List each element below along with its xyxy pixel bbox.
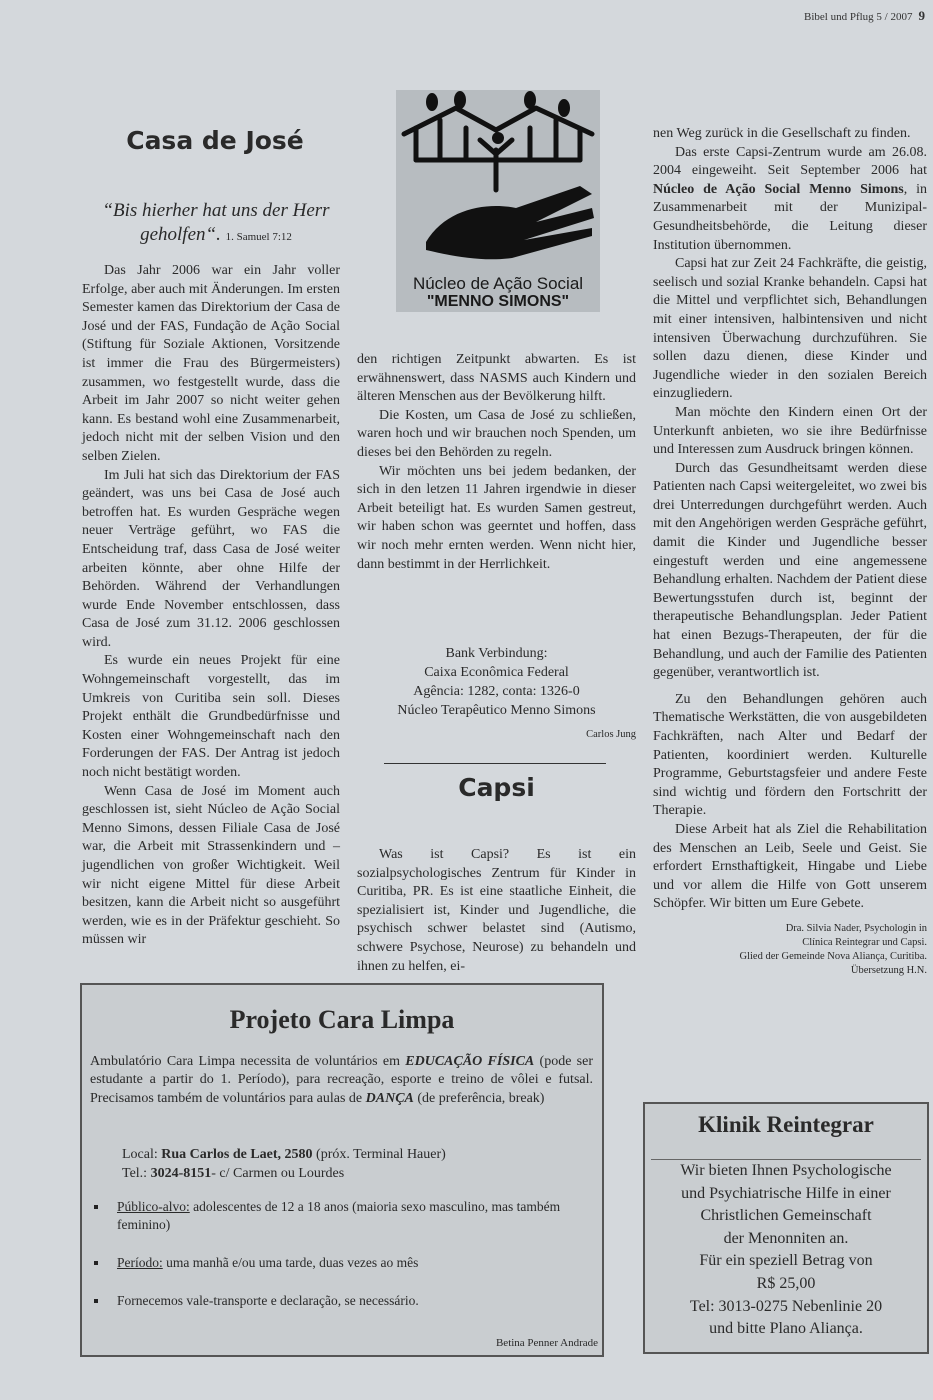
capsi-column-2 xyxy=(357,846,636,976)
bank-line: Caixa Econômica Federal xyxy=(424,665,569,680)
people-hand-logo-icon xyxy=(396,90,600,274)
text-line: Für ein speziell Betrag von xyxy=(699,1252,873,1270)
organization-name: Núcleo de Ação Social Menno Simons xyxy=(653,181,904,197)
bullet-text: adolescentes de 12 a 18 anos (maioria sexo masculino, mas também feminino) xyxy=(117,1199,561,1232)
page-number: 9 xyxy=(918,8,925,23)
motto-text: “Bis hierher hat uns der Herr geholfen“. xyxy=(102,200,330,245)
bullet-label: Público-alvo: xyxy=(117,1199,190,1214)
paragraph: Die Kosten, um Casa de José zu schließen, waren hoch und wir brauchen noch Spenden, um dieses bei den Behörden zu regeln. xyxy=(357,407,636,460)
paragraph: Was ist Capsi? Es ist ein sozialpsychologisches Zentrum für Kinder in Curitiba, PR. Es ist eine staatliche Einheit, die spezialisiert ist, Kinder und Jugendliche, die psychisch schwer belastet sind (Autismo, schwere Psychose, Neurose) zu behandeln und ihnen zu helfen, ei- xyxy=(357,847,636,974)
note: - c/ Carmen ou Lourdes xyxy=(211,1166,345,1181)
capsi-title: Capsi xyxy=(458,773,535,802)
cara-limpa-title: Projeto Cara Limpa xyxy=(229,1005,455,1034)
bullet-label: Período: xyxy=(117,1255,163,1270)
bullet-text: uma manhã e/ou uma tarde, duas vezes ao mês xyxy=(162,1255,419,1270)
paragraph: Capsi hat zur Zeit 24 Fachkräfte, die geistig, seelisch und sozial Kranke behandeln. Capsi hat die Mittel und verpflichtet sich, Behandlungen mit einer intensiven, halbintensiven und nicht intensiven Überwachung durchzuführen. Sie sollen dazu dienen, diese Kinder und Jugendliche wieder in den sozialen Bereich einzugliedern. xyxy=(653,256,927,402)
casa-column-1 xyxy=(82,262,340,950)
bank-line: Bank Verbindung: xyxy=(445,646,548,661)
price: R$ 25,00 xyxy=(756,1274,816,1292)
author-line: Clínica Reintegrar und Capsi. xyxy=(802,936,927,948)
klinik-title: Klinik Reintegrar xyxy=(698,1112,874,1137)
location-line xyxy=(122,1145,446,1164)
bank-details xyxy=(357,644,636,720)
note: (próx. Terminal Hauer) xyxy=(312,1147,446,1162)
cara-limpa-bullets xyxy=(90,1198,595,1310)
paragraph: nen Weg zurück in die Gesellschaft zu finden. xyxy=(653,126,911,141)
paragraph: Durch das Gesundheitsamt werden diese Patienten nach Capsi weitergeleitet, wo zwei bis drei Unterredungen durchgeführt werden. Auch mit den Angehörigen werden Gespräche geführt, damit die Kinder und Jugendliche besser eingestuft werden und eine angemessene Behandlung erhalten. Nachdem der Patient diese Bewertungsstufen durch ist, beginnt der therapeutische Behandlungsplan. Jeder Patient hat einen Bezugs-Therapeuten, der für die Behandlung, und auch der Familie des Patienten gegenüber, verantwortlich ist. xyxy=(653,460,927,681)
logo-caption-2: "MENNO SIMONS" xyxy=(426,293,570,310)
capsi-author xyxy=(653,922,927,978)
author-line: Glied der Gemeinde Nova Aliança, Curitiba. xyxy=(739,950,927,962)
logo-caption-1: Núcleo de Ação Social xyxy=(412,274,584,293)
bullet-text: Fornecemos vale-transporte e declaração, se necessário. xyxy=(117,1293,419,1308)
paragraph: Im Juli hat sich das Direktorium der FAS geändert, was uns bei Casa de José auch betroffen hat. Es wurden Gespräche wegen neuer Verträge geführt, wo FAS die Entscheidung traf, dass Casa de José weiter arbeiten könnte, aber ohne Hilfe der Behörden. Während der Verhandlungen wurde Ende November entschlossen, dass Casa de José zum 31.12. 2006 geschlossen wird. xyxy=(82,467,340,650)
label: Local: xyxy=(122,1147,162,1162)
casa-title: Casa de José xyxy=(126,126,304,155)
phone-number: 3024-8151 xyxy=(150,1166,212,1181)
emphasis: EDUCAÇÃO FÍSICA xyxy=(405,1054,535,1069)
klinik-box xyxy=(643,1102,929,1354)
text-line: der Menonniten an. xyxy=(723,1229,849,1247)
cara-limpa-box xyxy=(80,983,604,1357)
paragraph: den richtigen Zeitpunkt abwarten. Es ist erwähnenswert, dass NASMS auch Kindern und älteren Menschen aus der Bevölkerung hilft. xyxy=(357,352,636,405)
bank-line: Agência: 1282, conta: 1326-0 xyxy=(413,684,580,699)
phone-line: Tel: 3013-0275 Nebenlinie 20 xyxy=(689,1297,883,1315)
motto-reference: 1. Samuel 7:12 xyxy=(225,231,292,243)
cara-limpa-intro xyxy=(90,1053,593,1108)
text-run: (pode ser estudante a partir do 1. Período), para recreação, esporte e treino de vôlei e futsal. Precisamos também de voluntários para aulas de xyxy=(90,1054,594,1106)
text-run: Ambulatório Cara Limpa necessita de voluntários em xyxy=(90,1054,406,1069)
bank-line: Núcleo Terapêutico Menno Simons xyxy=(397,703,596,718)
list-item xyxy=(90,1198,595,1234)
paragraph: Es wurde ein neues Projekt für eine Wohngemeinschaft vorgestellt, das im Umkreis von Curitiba sein soll. Dieses Projekt enthält die Grundbedürfnisse und Kosten einer Wohngemeinschaft nach den Forderungen der FAS. Der Antrag ist jedoch noch nicht bestätigt worden. xyxy=(82,653,340,781)
paragraph: Zu den Behandlungen gehören auch Thematische Werkstätten, die von ausgebildeten Fachkräften, nach Alter und Bedarf der Patienten, koordiniert werden. Kulturelle Programme, Geburtstagsfeier und andere Feste sind wichtig und fördern den Fortschritt der Therapie. xyxy=(653,691,927,819)
paragraph: Das Jahr 2006 war ein Jahr voller Erfolge, aber auch mit Änderungen. Im ersten Semester kamen das Direktorium der Casa de José und der FAS, Fundação de Ação Social (Stiftung für Soziale Aktionen, Vorsitzende ist immer die Frau des Bürgermeisters) zusammen, wo festgestellt wurde, dass die Arbeit im Jahr 2007 so nicht weiter gehen kann. Es bestand wohl eine Zusammenarbeit, jedoch nicht mit der selben Vision und den selben Zielen. xyxy=(82,263,340,464)
text-line: und Psychiatrische Hilfe in einer xyxy=(681,1184,891,1202)
text-line: Christlichen Gemeinschaft xyxy=(700,1207,872,1225)
capsi-column-3 xyxy=(653,125,927,978)
cara-limpa-contact xyxy=(122,1145,446,1183)
author-line: Dra. Silvia Nader, Psychologin in xyxy=(785,922,927,934)
casa-motto xyxy=(82,199,350,249)
list-item xyxy=(90,1254,595,1272)
journal-issue: Bibel und Pflug 5 / 2007 xyxy=(804,11,913,23)
emphasis: DANÇA xyxy=(365,1090,414,1106)
author-line: Übersetzung H.N. xyxy=(850,964,927,976)
running-header xyxy=(804,8,925,24)
text-line: Wir bieten Ihnen Psychologische xyxy=(680,1162,892,1179)
menno-simons-logo xyxy=(396,90,600,312)
paragraph: Diese Arbeit hat als Ziel die Rehabilitation des Menschen an Leib, Seele und Geist. Sie erfordert Ernsthaftigkeit, Hingabe und Liebe und vor allem die Hilfe von Gott unserem Schöpfer. Wir bitten um Eure Gebete. xyxy=(653,821,927,912)
paragraph: Wenn Casa de José im Moment auch geschlossen ist, sieht Núcleo de Ação Social Menno Simons, dessen Filiale Casa de José war, die Arbeit mit Strassenkindern und –jugendlichen von großer Wichtigkeit. Weil wir nicht eigene Mittel für diese Arbeit besitzen, kann die Arbeit nicht so ausgeführt werden, wie es in der Präfektur geschieht. So müssen wir xyxy=(82,783,340,948)
label: Tel.: xyxy=(122,1166,151,1181)
text-run: (de preferência, break) xyxy=(413,1090,545,1106)
section-divider xyxy=(384,763,606,764)
phone-line xyxy=(122,1164,446,1183)
paragraph xyxy=(653,144,927,256)
paragraph: Man möchte den Kindern einen Ort der Unterkunft anbieten, wo sie ihre Bedürfnisse und Interessen zum Ausdruck bringen können. xyxy=(653,404,927,458)
text-line: und bitte Plano Aliança. xyxy=(709,1320,863,1338)
text-run: , in Zusammenarbeit mit der Munizipal-Gesundheitsbehörde, die Leitung dieser Institution übernommen. xyxy=(653,181,927,253)
list-item xyxy=(90,1292,595,1310)
klinik-text xyxy=(645,1160,927,1341)
casa-author: Carlos Jung xyxy=(586,729,636,740)
cara-limpa-author: Betina Penner Andrade xyxy=(495,1337,598,1349)
address: Rua Carlos de Laet, 2580 xyxy=(161,1147,313,1162)
paragraph: Wir möchten uns bei jedem bedanken, der sich in den letzen 11 Jahren irgendwie in dieser Arbeit beteiligt hat. Es wurden Samen gestreut, wir haben schon was geerntet und hoffen, dass wir noch mehr ernten werden. Wenn nicht hier, dann bestimmt in der Herrlichkeit. xyxy=(357,463,636,572)
text-run: Das erste Capsi-Zentrum wurde am 26.08. 2004 eingeweiht. Seit September 2006 hat xyxy=(653,144,927,179)
casa-column-2 xyxy=(357,351,636,574)
